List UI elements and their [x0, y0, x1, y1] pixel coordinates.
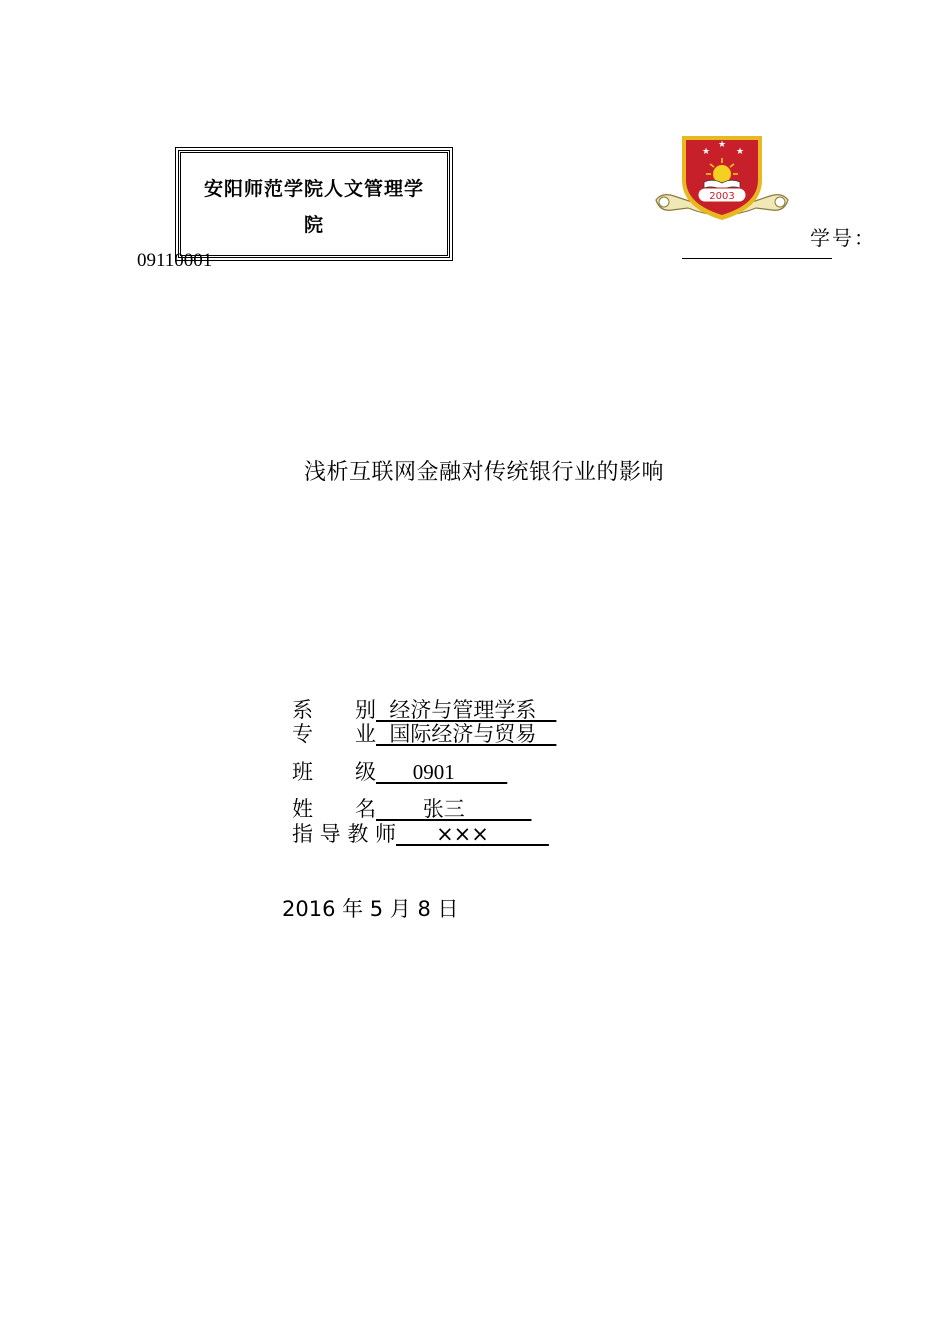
student-number-label: 学号：	[810, 226, 876, 250]
department-value: 经济与管理学系	[376, 698, 557, 722]
student-number: 09110001	[137, 250, 213, 271]
major-row	[292, 721, 556, 747]
department-row	[292, 697, 556, 723]
emblem-year: 2003	[709, 191, 735, 202]
major-label: 专 业	[292, 722, 376, 746]
college-name: 安阳师范学院人文管理学院	[203, 178, 424, 236]
class-value: 0901	[376, 760, 508, 784]
name-label: 姓 名	[292, 797, 376, 821]
name-row	[292, 796, 531, 822]
svg-text:★: ★	[736, 147, 745, 157]
advisor-label: 指 导 教 师	[292, 822, 397, 846]
advisor-row	[292, 821, 549, 847]
college-name-box	[178, 150, 450, 258]
class-row	[292, 759, 507, 785]
major-value: 国际经济与贸易	[376, 722, 557, 746]
submission-date: 2016 年 5 月 8 日	[282, 897, 459, 921]
name-value: 张三	[376, 797, 532, 821]
advisor-value: ×××	[396, 822, 549, 846]
student-number-underline	[682, 258, 832, 259]
svg-text:★: ★	[718, 140, 727, 150]
department-label: 系 别	[292, 698, 376, 722]
svg-text:★: ★	[702, 147, 711, 157]
class-label: 班 级	[292, 760, 376, 784]
school-emblem	[652, 130, 792, 226]
thesis-title: 浅析互联网金融对传统银行业的影响	[304, 460, 665, 485]
